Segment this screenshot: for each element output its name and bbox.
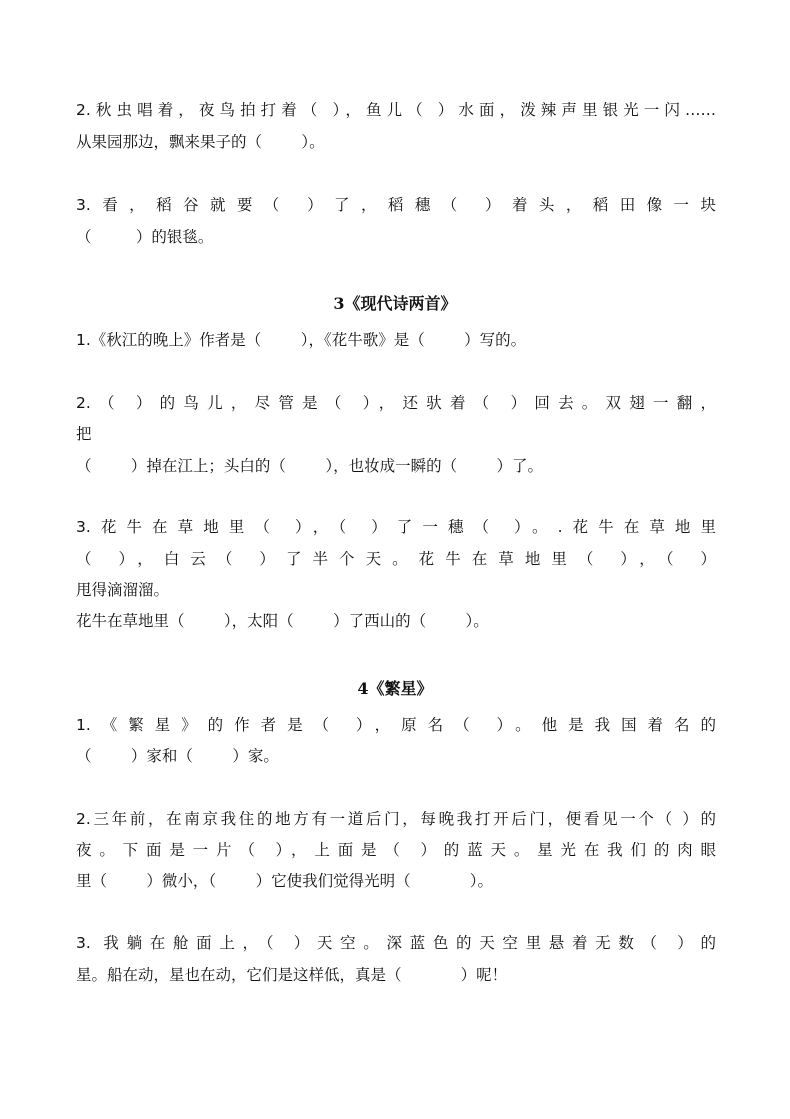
s2-item3-line1: 3.看，稻谷就要（ ）了，稻穗（ ）着头，稻田像一块 (76, 196, 716, 214)
s4-item3-line1: 3. 我躺在舱面上，（ ）天空。深蓝色的天空里悬着无数（ ）的 (76, 934, 716, 952)
s3-item3-line2: （ ），白云（ ）了半个天。花牛在草地里（ ），（ ） (76, 550, 716, 568)
s3-item3-line4: 花牛在草地里（ ），太阳（ ）了西山的（ ）。 (76, 612, 489, 630)
s4-item2-line3: 里（ ）微小，（ ）它使我们觉得光明（ ）。 (76, 872, 493, 890)
s4-item2-line1: 2.三年前，在南京我住的地方有一道后门，每晚我打开后门，便看见一个（ ）的 (76, 810, 716, 828)
s2-item3-line2: （ ）的银毯。 (76, 228, 214, 246)
s4-item1-line1: 1.《繁星》的作者是（ ），原名（ ）。他是我国着名的 (76, 716, 716, 734)
s2-item2-line2: 从果园那边，飘来果子的（ ）。 (76, 133, 325, 151)
s4-item1-line2: （ ）家和（ ）家。 (76, 747, 279, 765)
s3-item1: 1.《秋江的晚上》作者是（ ），《花牛歌》是（ ）写的。 (76, 331, 527, 349)
s3-item3-line3: 甩得滴溜溜。 (76, 581, 170, 599)
s4-item3-line2: 星。船在动，星也在动，它们是这样低，真是（ ）呢！ (76, 966, 508, 984)
s3-item2-line2: 把 (76, 425, 92, 443)
s3-item2-line1: 2.（ ）的鸟儿，尽管是（ ），还驮着（ ）回去。双翅一翻， (76, 394, 716, 412)
s4-item2-line2: 夜。下面是一片（ ），上面是（ ）的蓝天。星光在我们的肉眼 (76, 841, 716, 859)
section4-heading: 4《繁星》 (357, 679, 433, 698)
section3-heading: 3《现代诗两首》 (333, 294, 457, 313)
s2-item2-line1: 2.秋虫唱着，夜鸟拍打着（ ），鱼儿（ ）水面，泼辣声里银光一闪…… (76, 101, 716, 119)
s3-item3-line1: 3.花牛在草地里（ ），（ ）了一穗（ ）。.花牛在草地里 (76, 518, 716, 536)
s3-item2-line3: （ ）掉在江上；头白的（ ），也妆成一瞬的（ ）了。 (76, 457, 543, 475)
